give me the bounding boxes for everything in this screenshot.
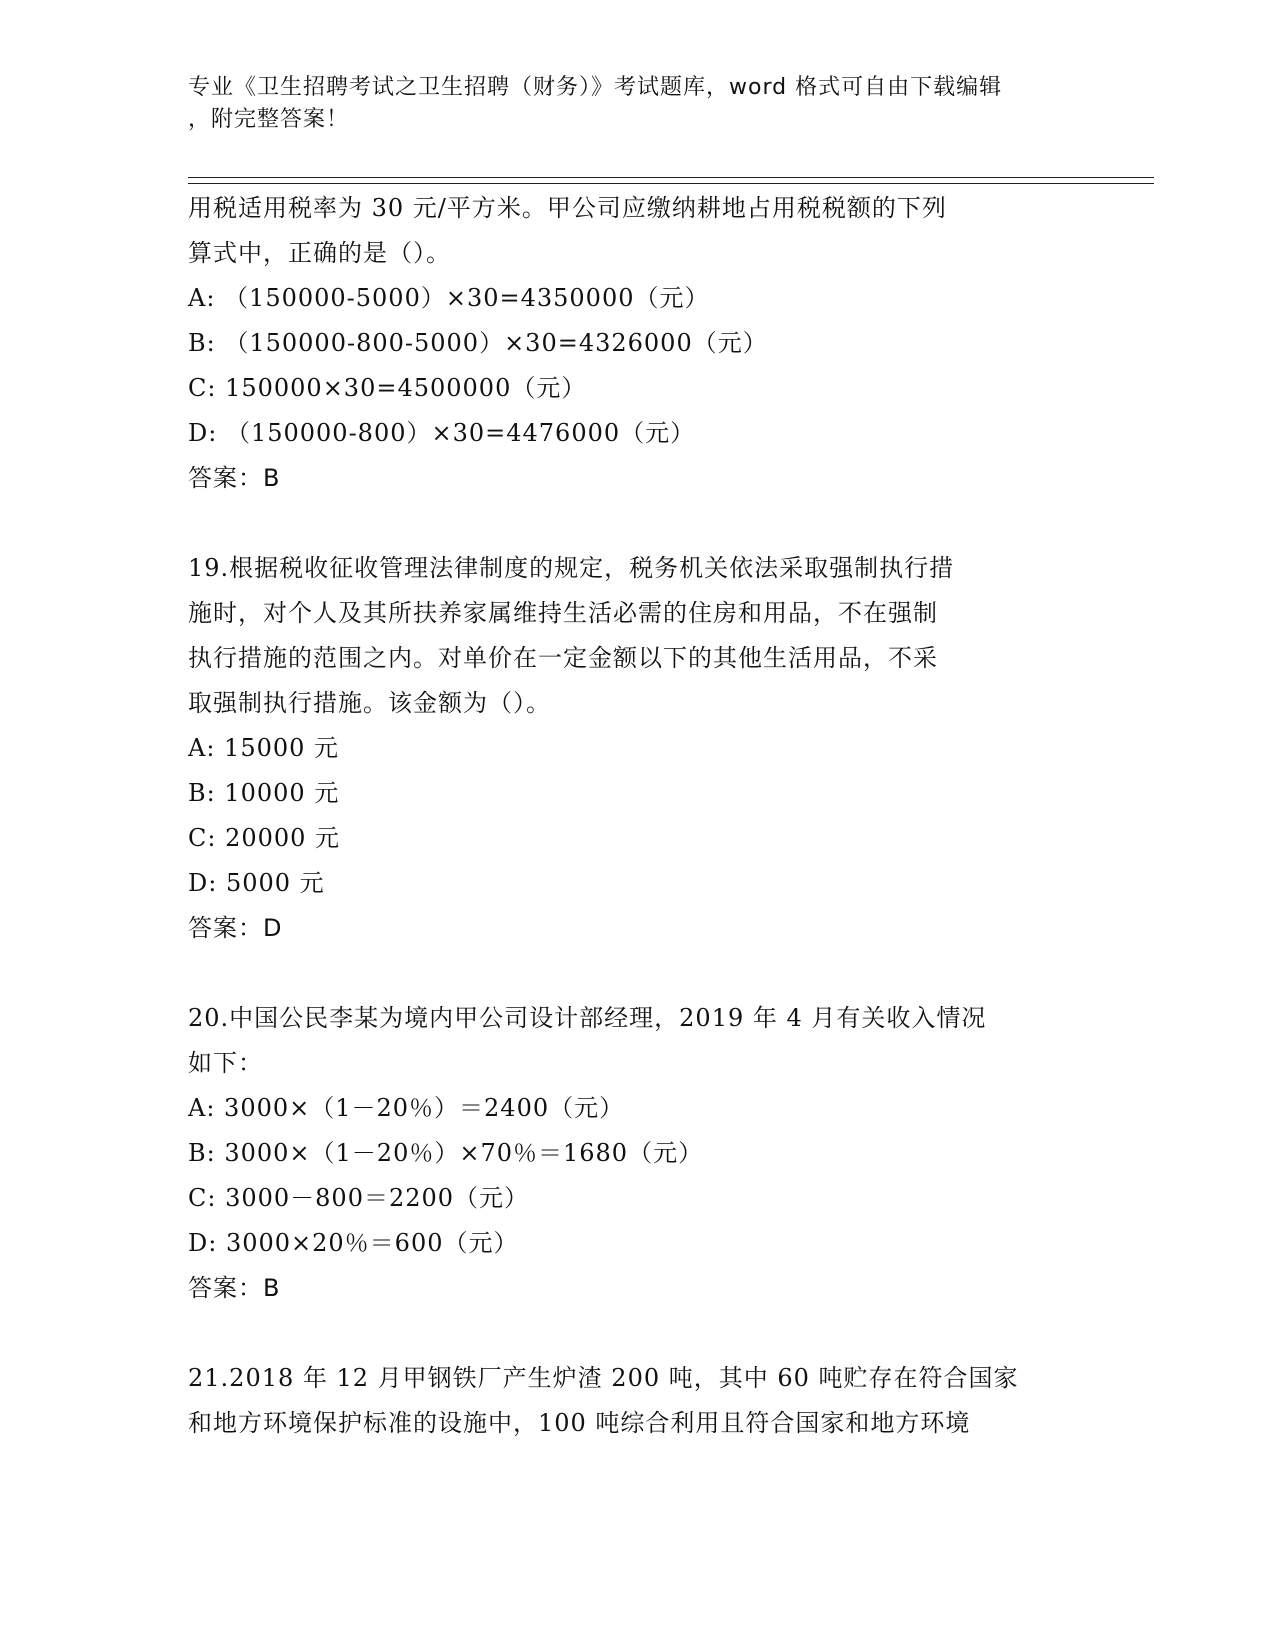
answer-line: 答案：B: [188, 1274, 281, 1302]
question-stem-line: 用税适用税率为 30 元/平方米。甲公司应缴纳耕地占用税税额的下列: [188, 194, 947, 222]
option-d: D: 5000 元: [188, 869, 325, 897]
option-d: D: 3000×20％＝600（元）: [188, 1229, 519, 1257]
option-b: B: （150000-800-5000）×30=4326000（元）: [188, 329, 768, 357]
answer-line: 答案：D: [188, 914, 283, 942]
option-b: B: 10000 元: [188, 779, 340, 807]
question-stem-line: 算式中，正确的是（）。: [188, 239, 451, 267]
question-21: [188, 1356, 1088, 1446]
option-c: C: 3000－800＝2200（元）: [188, 1184, 530, 1212]
question-stem-line: 21.2018 年 12 月甲钢铁厂产生炉渣 200 吨，其中 60 吨贮存在符合国家: [188, 1364, 1019, 1392]
option-c: C: 20000 元: [188, 824, 341, 852]
option-a: A: （150000-5000）×30=4350000（元）: [188, 284, 710, 312]
option-a: A: 15000 元: [188, 734, 340, 762]
option-c: C: 150000×30=4500000（元）: [188, 374, 587, 402]
question-19: [188, 546, 1088, 951]
question-stem-line: 如下：: [188, 1049, 263, 1077]
question-content: [188, 186, 1088, 1446]
option-d: D: （150000-800）×30=4476000（元）: [188, 419, 696, 447]
question-20: [188, 996, 1088, 1311]
header-line-2: ，附完整答案！: [188, 107, 350, 132]
question-stem-line: 20.中国公民李某为境内甲公司设计部经理，2019 年 4 月有关收入情况: [188, 1004, 987, 1032]
page-header: [188, 72, 1088, 136]
header-rule-bottom: [188, 183, 1154, 184]
question-18: [188, 186, 1088, 501]
question-stem-line: 和地方环境保护标准的设施中，100 吨综合利用且符合国家和地方环境: [188, 1409, 971, 1437]
question-stem-line: 执行措施的范围之内。对单价在一定金额以下的其他生活用品，不采: [188, 644, 938, 672]
header-line-1: 专业《卫生招聘考试之卫生招聘（财务）》考试题库，word 格式可自由下载编辑: [188, 75, 1003, 100]
answer-line: 答案：B: [188, 464, 281, 492]
question-stem-line: 取强制执行措施。该金额为（）。: [188, 689, 551, 717]
spacer: [188, 501, 1088, 546]
spacer: [188, 951, 1088, 996]
question-stem-line: 施时，对个人及其所扶养家属维持生活必需的住房和用品，不在强制: [188, 599, 938, 627]
header-rule-top: [188, 177, 1154, 178]
option-b: B: 3000×（1－20％）×70％＝1680（元）: [188, 1139, 704, 1167]
option-a: A: 3000×（1－20％）＝2400（元）: [188, 1094, 625, 1122]
question-stem-line: 19.根据税收征收管理法律制度的规定，税务机关依法采取强制执行措: [188, 554, 955, 582]
spacer: [188, 1311, 1088, 1356]
